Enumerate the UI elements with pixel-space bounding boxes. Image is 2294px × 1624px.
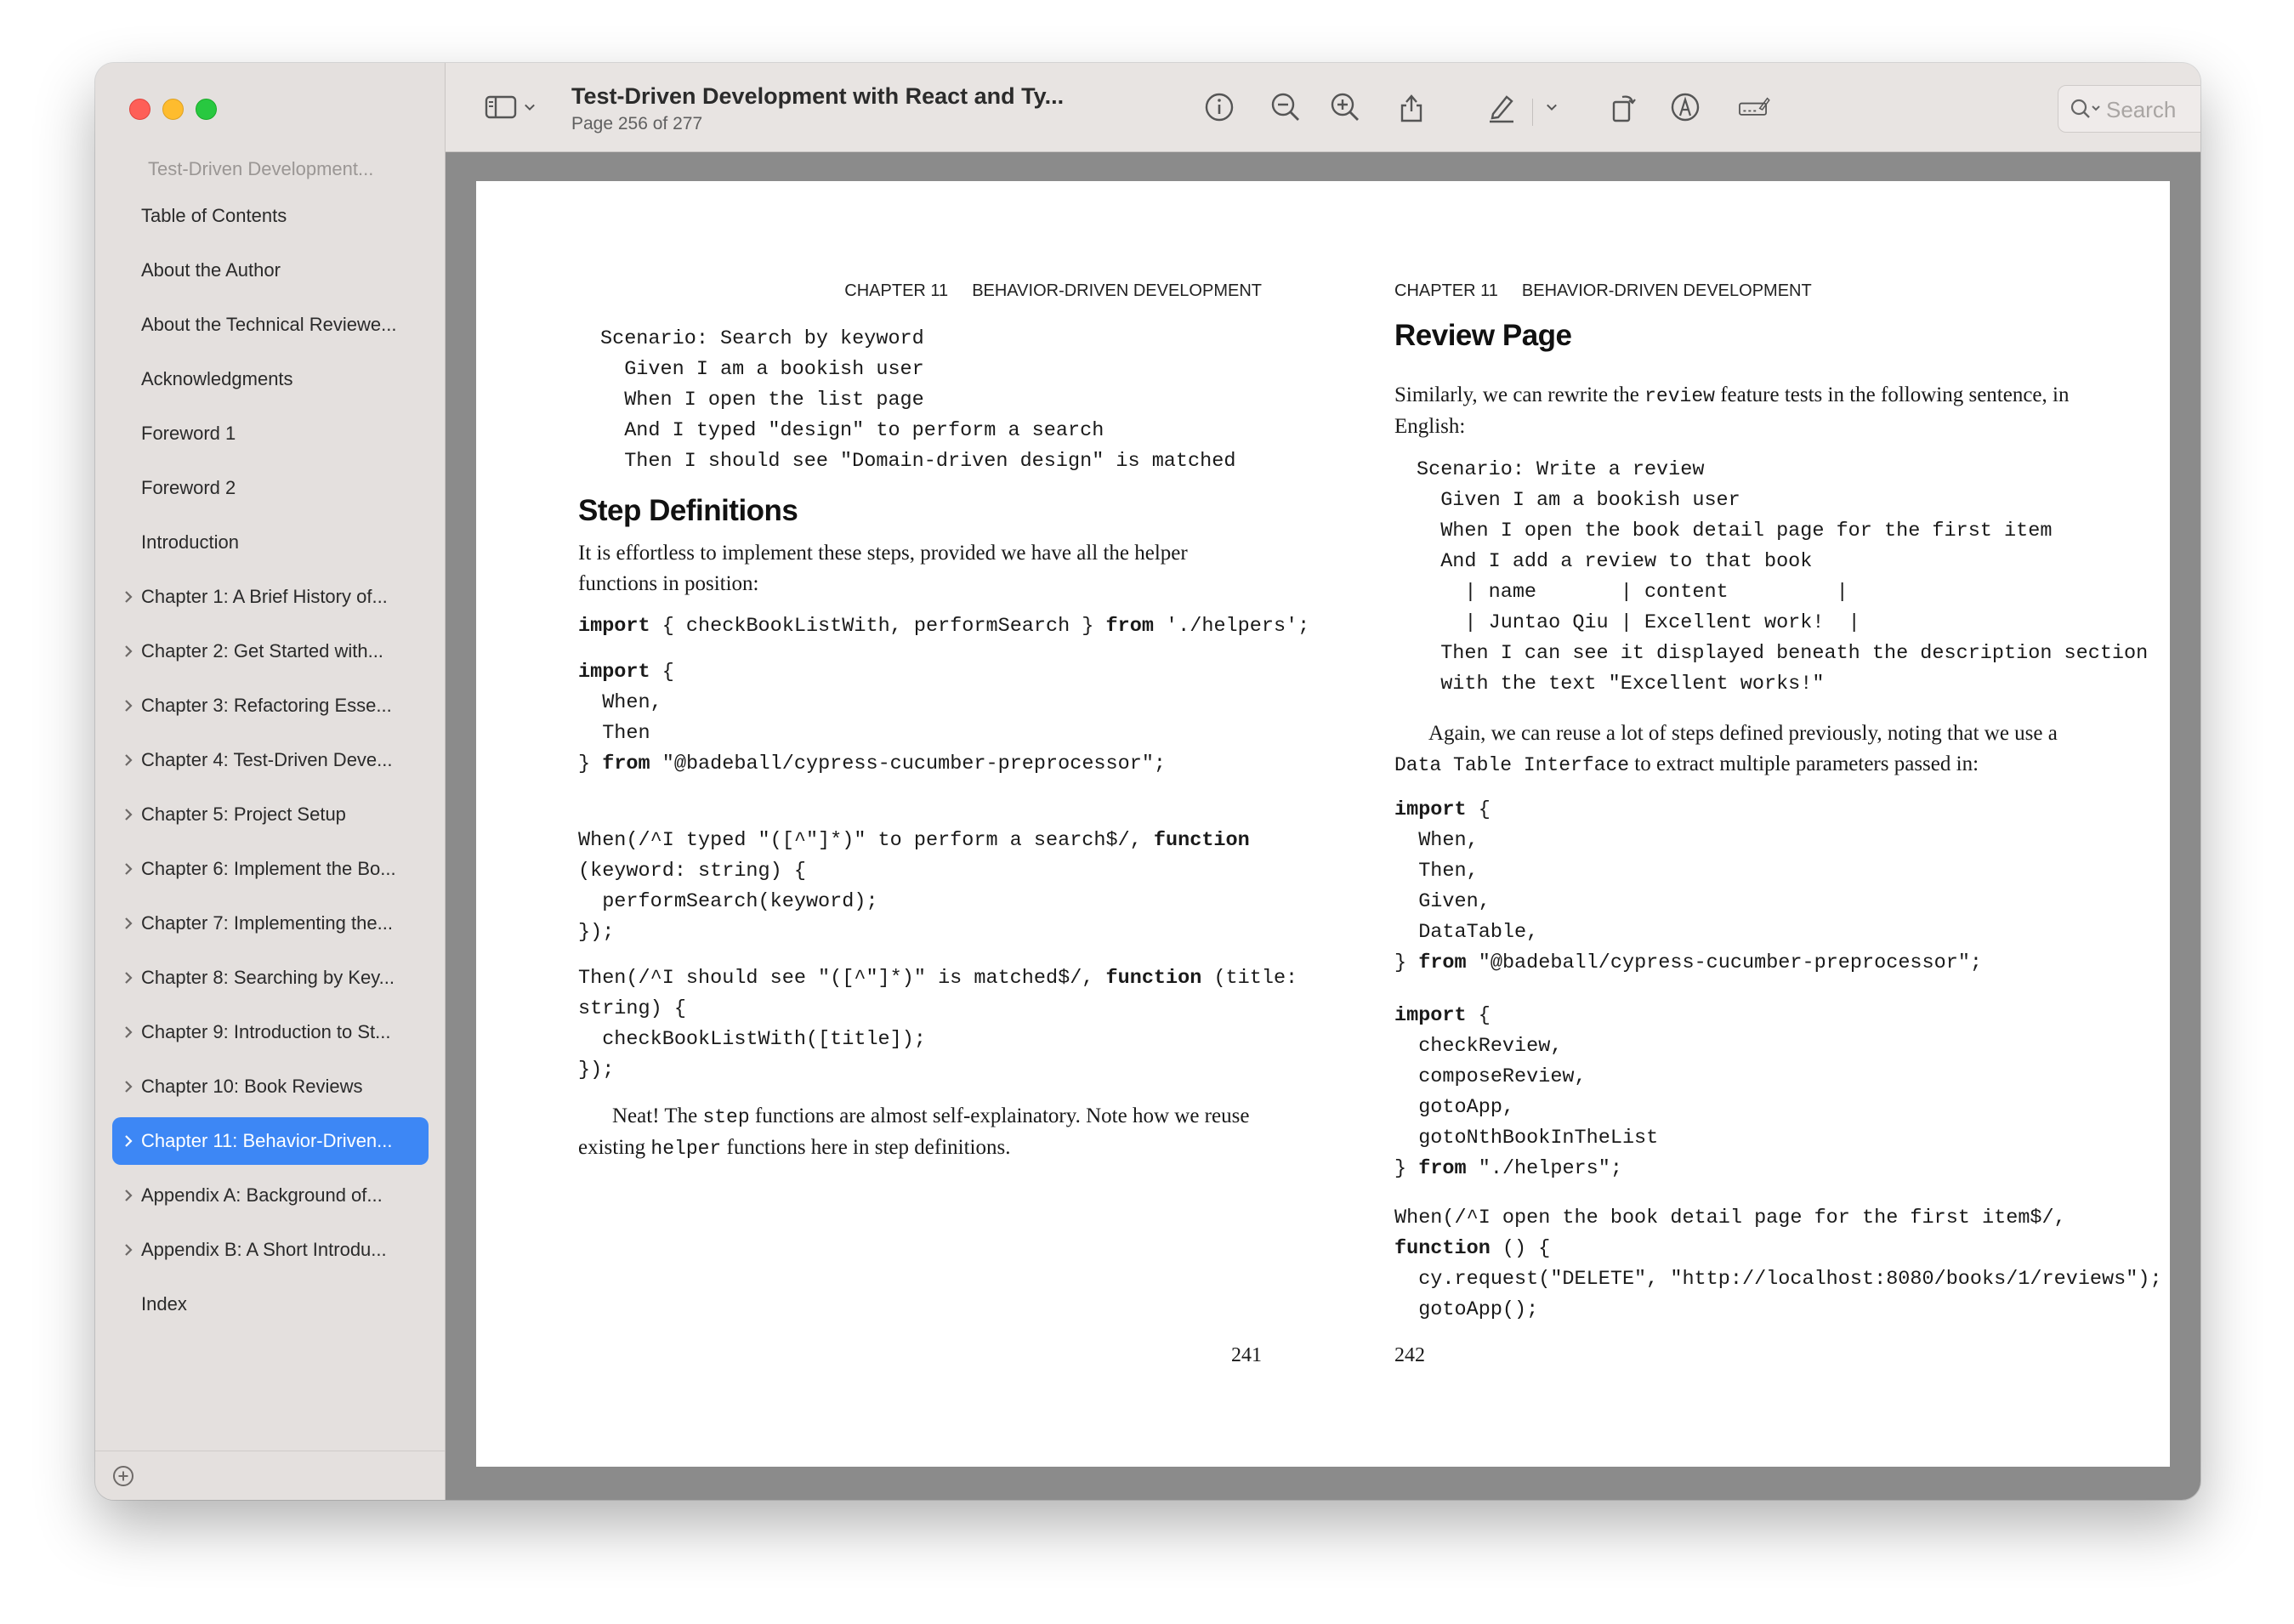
paragraph: Similarly, we can rewrite the review feature tests in the following sentence, in English: [1394,383,2070,438]
code-line: with the text "Excellent works!" [1417,673,1825,696]
close-window-button[interactable] [129,99,150,120]
sidebar-toc-item[interactable] [112,519,429,566]
chevron-down-icon[interactable] [519,88,541,126]
chevron-right-icon[interactable] [122,627,134,675]
sidebar-toc-label: Chapter 8: Searching by Key... [141,967,395,988]
sidebar-toc-label: Chapter 3: Refactoring Esse... [141,695,392,716]
section-heading: Step Definitions [578,494,798,527]
sidebar-toc-label: About the Technical Reviewe... [141,314,397,335]
sidebar-toc-item[interactable] [112,736,429,784]
sidebar-toc-item[interactable] [112,845,429,893]
sidebar-toc-label: Chapter 6: Implement the Bo... [141,858,396,879]
code-line: composeReview, [1394,1065,1587,1088]
form-fill-icon[interactable] [1731,88,1777,126]
zoom-window-button[interactable] [196,99,217,120]
running-head-title: BEHAVIOR-DRIVEN DEVELOPMENT [1521,281,1812,300]
chevron-right-icon[interactable] [122,736,134,784]
sidebar-toc-item[interactable] [112,900,429,947]
sidebar-toc-item[interactable] [112,791,429,838]
window-controls [129,99,217,120]
sidebar-toc-item[interactable] [112,247,429,294]
sidebar-toc-item[interactable] [112,1280,429,1328]
code-block-import-helpers: import { checkBookListWith, performSearch } from './helpers'; [578,615,1310,638]
search-icon [2067,96,2104,123]
sidebar-toc-item[interactable] [112,682,429,730]
sidebar [95,63,446,1500]
document-title: Test-Driven Development with React and Ty... [571,83,1065,109]
code-line: Scenario: Search by keyword [600,327,924,350]
sidebar-toc-item[interactable] [112,464,429,512]
sidebar-toc-label: About the Author [141,259,281,281]
sidebar-toc-item[interactable] [112,410,429,457]
sidebar-toc-item[interactable] [112,301,429,349]
document-viewport[interactable] [446,152,2200,1500]
code-line: When I open the list page [600,389,924,412]
sidebar-toc-item[interactable] [112,954,429,1002]
toolbar-divider [1532,99,1533,126]
scenario-code-block [578,324,1235,477]
code-line: And I add a review to that book [1417,550,1813,573]
page-number: 241 [1231,1344,1262,1366]
sidebar-toc-label: Appendix B: A Short Introdu... [141,1239,387,1260]
chevron-right-icon[interactable] [122,845,134,893]
section-heading: Review Page [1394,319,1572,352]
right-page [1394,181,2162,1467]
chevron-down-icon[interactable] [1541,88,1563,126]
code-block-import-helpers: import { checkReview, composeReview, gotoApp, gotoNthBookInTheList } from "./helpers"; [1394,1004,1659,1180]
chevron-right-icon[interactable] [122,791,134,838]
sidebar-toc-label: Foreword 2 [141,477,236,498]
code-line: Then, [1394,860,1479,883]
page-number: 242 [1394,1344,1425,1366]
sidebar-toc-label: Appendix A: Background of... [141,1184,383,1206]
zoom-out-icon[interactable] [1267,88,1304,126]
sidebar-toc-label: Introduction [141,531,239,553]
left-page [578,181,1310,1467]
chevron-right-icon[interactable] [122,1008,134,1056]
code-block-import-cucumber: import { When, Then } from "@badeball/cypress-cucumber-preprocessor"; [578,661,1167,775]
chevron-right-icon[interactable] [122,1063,134,1110]
sidebar-toc-item[interactable] [112,192,429,240]
chevron-right-icon[interactable] [122,954,134,1002]
paragraph: Again, we can reuse a lot of steps defined previously, noting that we use a Data Table Interface to extract multiple parameters passed in: [1394,722,2058,776]
toolbar [446,63,2200,152]
running-head-chapter: CHAPTER 11 [844,281,949,300]
code-block-when-step: When(/^I open the book detail page for the first item$/, function () { cy.request("DELETE", "http://localhost:8080/books/1/reviews"); gotoApp(); [1394,1207,2162,1321]
running-head-title: BEHAVIOR-DRIVEN DEVELOPMENT [972,281,1262,300]
chevron-right-icon[interactable] [122,1117,134,1165]
sidebar-toc-label: Chapter 11: Behavior-Driven... [141,1130,393,1151]
sidebar-toc-label: Chapter 1: A Brief History of... [141,586,388,607]
highlight-pen-icon[interactable] [1483,88,1520,126]
code-line: Given, [1394,890,1491,913]
chevron-right-icon[interactable] [122,1172,134,1219]
chevron-right-icon[interactable] [122,900,134,947]
code-line: | name | content | [1417,581,1848,604]
sidebar-document-title[interactable]: Test-Driven Development... [148,158,374,179]
add-circle-icon[interactable] [112,1465,134,1487]
code-line: checkReview, [1394,1035,1563,1058]
sidebar-toc-label: Chapter 9: Introduction to St... [141,1021,391,1042]
info-icon[interactable] [1201,88,1238,126]
paragraph: Neat! The step functions are almost self-explainatory. Note how we reuse existing helper functions here in step definitions. [578,1104,1250,1160]
search-field[interactable] [2058,85,2200,133]
code-line: Given I am a bookish user [600,358,924,381]
page-indicator: Page 256 of 277 [571,114,703,133]
code-line: DataTable, [1394,921,1539,944]
code-line: { [1466,798,1491,821]
code-block-import-cucumber: import { When, Then, Given, DataTable, } from "@badeball/cypress-cucumber-preprocessor"; [1394,798,1983,974]
code-line: Scenario: Write a review [1417,458,1705,481]
code-line: Then I can see it displayed beneath the description section [1417,642,2149,665]
code-line: | Juntao Qiu | Excellent work! | [1417,611,1860,634]
sidebar-toc-label: Table of Contents [141,205,287,226]
code-line: gotoNthBookInTheList [1394,1127,1659,1150]
code-line: Then I should see "Domain-driven design" is matched [600,450,1236,473]
running-head [844,281,1262,301]
sidebar-toc-item[interactable] [112,1008,429,1056]
scenario-code-block [1394,455,2148,700]
chevron-right-icon[interactable] [122,573,134,621]
sidebar-toc-label: Index [141,1293,187,1315]
code-line: gotoApp, [1394,1096,1515,1119]
zoom-in-icon[interactable] [1326,88,1364,126]
sidebar-toc-label: Foreword 1 [141,423,236,444]
code-block-then-step: Then(/^I should see "([^"]*)" is matched$/, function (title: string) { checkBookListWith([title]); }); [578,967,1298,1082]
pdf-page-spread [476,181,2170,1467]
sidebar-toc-item[interactable] [112,1117,429,1165]
table-of-contents [112,192,429,1335]
share-icon[interactable] [1393,88,1430,126]
rotate-icon[interactable] [1605,88,1643,126]
paragraph: It is effortless to implement these steps, provided we have all the helper functions in position: [578,542,1188,595]
sidebar-toc-item[interactable] [112,1172,429,1219]
sidebar-toc-item[interactable] [112,1063,429,1110]
sidebar-toc-label: Acknowledgments [141,368,293,389]
sidebar-toc-item[interactable] [112,1226,429,1274]
sidebar-toc-label: Chapter 10: Book Reviews [141,1076,363,1097]
sidebar-toc-item[interactable] [112,355,429,403]
sidebar-toc-label: Chapter 5: Project Setup [141,803,346,825]
sidebar-toc-label: Chapter 7: Implementing the... [141,912,393,934]
sidebar-toc-label: Chapter 4: Test-Driven Deve... [141,749,393,770]
sidebar-toc-label: Chapter 2: Get Started with... [141,640,383,662]
code-line: When, [1394,829,1479,852]
code-line: { [1466,1004,1491,1027]
sidebar-toc-item[interactable] [112,627,429,675]
code-block-when-step: When(/^I typed "([^"]*)" to perform a search$/, function (keyword: string) { performSearch(keyword); }); [578,829,1250,944]
code-line: When I open the book detail page for the first item [1417,520,2053,542]
sidebar-toc-item[interactable] [112,573,429,621]
chevron-right-icon[interactable] [122,682,134,730]
preview-window [95,63,2200,1500]
running-head-chapter: CHAPTER 11 [1394,281,1498,300]
sidebar-footer [95,1451,445,1500]
code-line: Given I am a bookish user [1417,489,1740,512]
running-head [1394,281,1812,301]
minimize-window-button[interactable] [162,99,184,120]
code-line: And I typed "design" to perform a search [600,419,1104,442]
search-input[interactable] [2106,93,2200,127]
markup-icon[interactable] [1667,88,1704,126]
sidebar-toggle-icon[interactable] [481,88,520,126]
chevron-right-icon[interactable] [122,1226,134,1274]
